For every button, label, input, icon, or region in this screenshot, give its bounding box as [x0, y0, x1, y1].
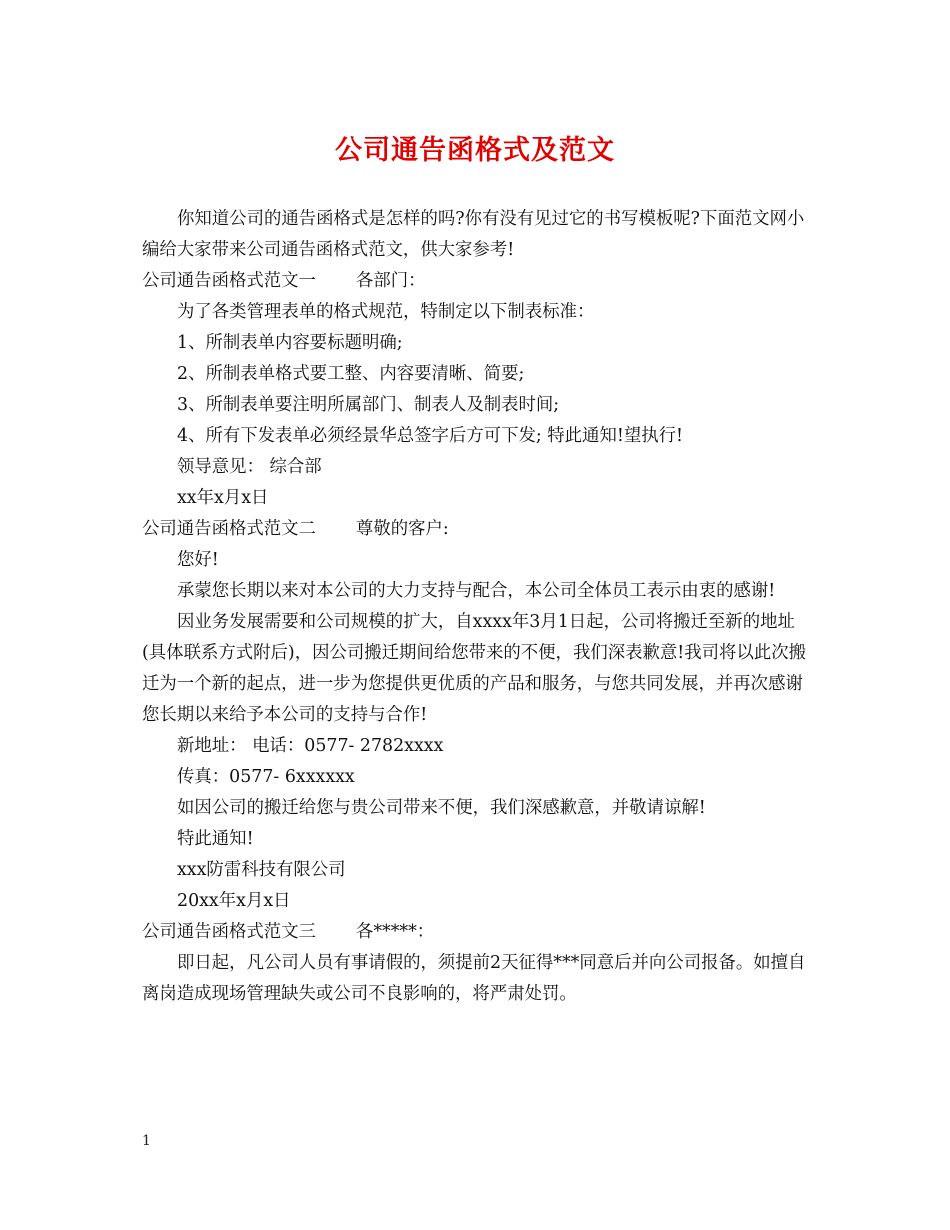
- intro-paragraph: 你知道公司的通告函格式是怎样的吗?你有没有见过它的书写模板呢?下面范文网小编给大家带来公司通告函格式范文，供大家参考!: [142, 209, 805, 260]
- sample2-date: 20xx年x月x日: [177, 891, 291, 911]
- sample1-heading-row: [142, 266, 812, 297]
- sample1-line: 领导意见： 综合部: [177, 457, 322, 477]
- sample1-salutation: 各部门：: [355, 271, 426, 291]
- sample1-line: 1、所制表单内容要标题明确;: [177, 333, 403, 353]
- sample2-paragraph: 因业务发展需要和公司规模的扩大，自xxxx年3月1日起，公司将搬迁至新的地址(具体联系方式附后)，因公司搬迁期间给您带来的不便，我们深表歉意!我司将以此次搬迁为一个新的起点，进一步为您提供更优质的产品和服务，与您共同发展，并再次感谢您长期以来给予本公司的支持与合作!: [142, 612, 807, 725]
- sample2-salutation: 尊敬的客户:: [355, 519, 449, 539]
- sample2-line: 如因公司的搬迁给您与贵公司带来不便，我们深感歉意，并敬请谅解!: [177, 798, 706, 818]
- sample1-line: 3、所制表单要注明所属部门、制表人及制表时间;: [177, 395, 560, 415]
- sample1-line: 为了各类管理表单的格式规范，特制定以下制表标准：: [177, 302, 595, 322]
- sample2-heading: 公司通告函格式范文二: [142, 519, 316, 539]
- sample2-heading-row: [142, 514, 812, 545]
- sample3-heading-row: [142, 917, 812, 948]
- document-title: 公司通告函格式及范文: [335, 135, 615, 166]
- sample3-paragraph: 即日起，凡公司人员有事请假的，须提前2天征得***同意后并向公司报备。如擅自离岗造成现场管理缺失或公司不良影响的，将严肃处罚。: [142, 953, 806, 1004]
- document-body: [142, 204, 812, 1010]
- sample2-line: 承蒙您长期以来对本公司的大力支持与配合，本公司全体员工表示由衷的感谢!: [177, 581, 776, 601]
- sample2-company: xxx防雷科技有限公司: [177, 860, 346, 880]
- sample1-line: 2、所制表单格式要工整、内容要清晰、简要;: [177, 364, 525, 384]
- sample2-line: 特此通知!: [177, 829, 254, 849]
- sample3-salutation: 各*****：: [355, 922, 435, 942]
- sample1-heading: 公司通告函格式范文一: [142, 271, 316, 291]
- sample3-heading: 公司通告函格式范文三: [142, 922, 316, 942]
- sample1-line: 4、所有下发表单必须经景华总签字后方可下发; 特此通知!望执行!: [177, 426, 683, 446]
- sample1-date: xx年x月x日: [177, 488, 269, 508]
- sample2-line: 传真：0577- 6xxxxxx: [177, 767, 355, 787]
- sample2-line: 您好!: [177, 550, 219, 570]
- page-number: 1: [142, 1133, 151, 1149]
- sample2-line: 新地址： 电话：0577- 2782xxxx: [177, 736, 444, 756]
